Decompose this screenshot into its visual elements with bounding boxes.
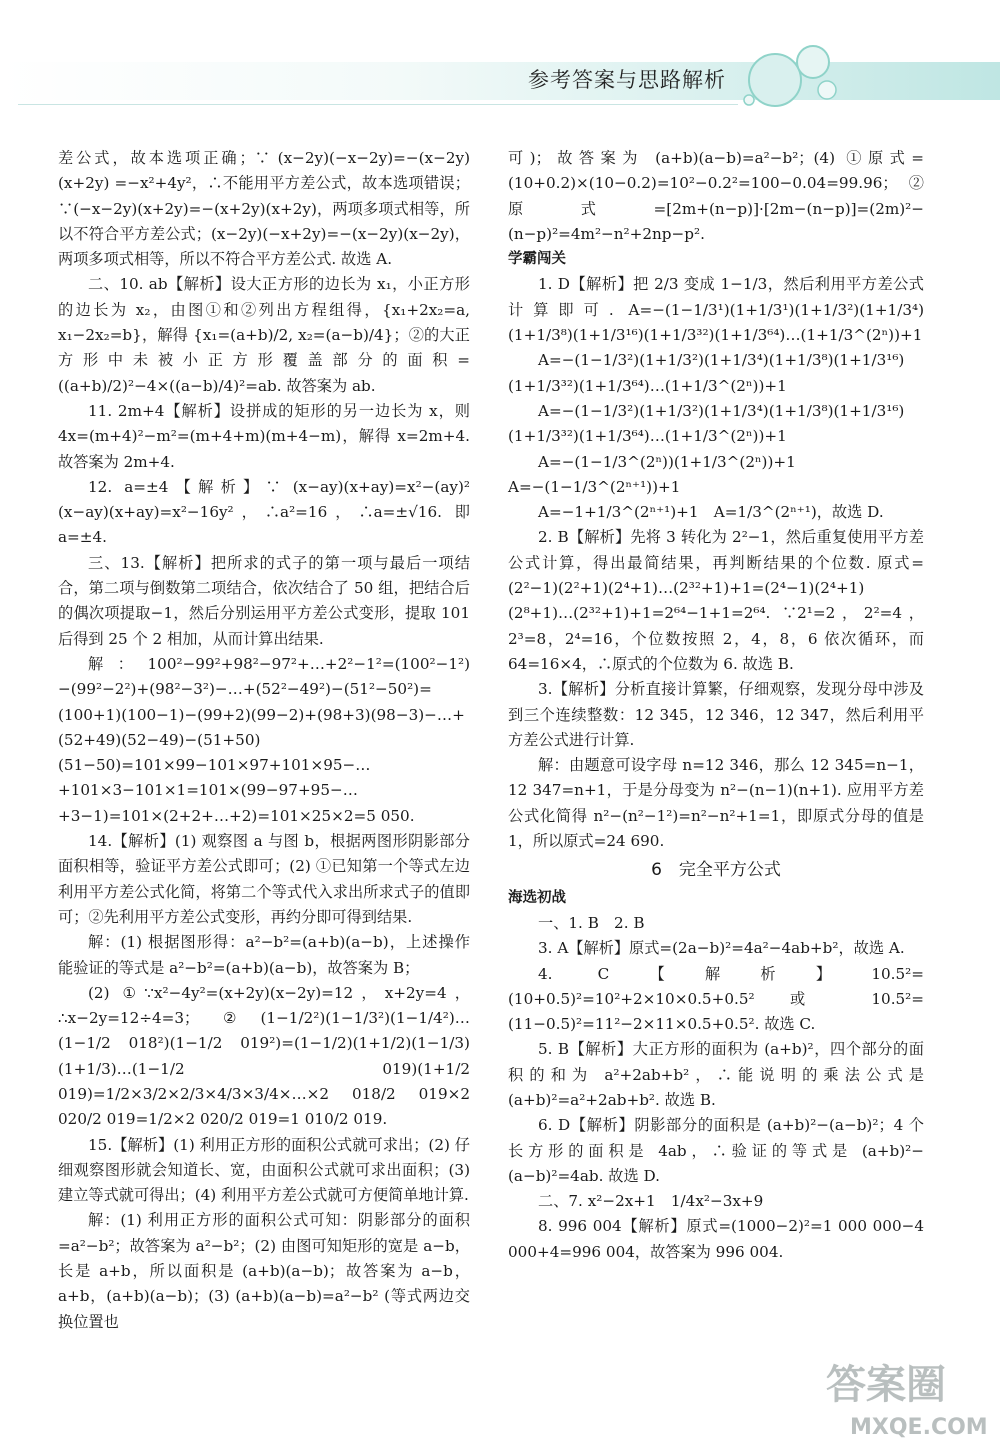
answer-paragraph: 差公式，故本选项正确；∵ (x−2y)(−x−2y)=−(x−2y)(x+2y) =−x²+4y²，∴不能用平方差公式，故本选项错误；∵(−x−2y)(x+2y)=−(x+2y)(x+2y)，两项多项式相等，所以不符合平方差公式；(x−2y)(−x+2y)=−(x−2y)(x−2y)，两项多项式相等，所以不符合平方差公式. 故选 A. xyxy=(58,149,470,269)
answer-paragraph: (2) ①∵x²−4y²=(x+2y)(x−2y)=12，x+2y=4，∴x−2y=12÷4=3；②(1−1/2²)(1−1/3²)(1−1/4²)…(1−1/2 018²)(1−1/2 019²)=(1−1/2)(1+1/2)(1−1/3)(1+1/3)…(1−1/2 019)(1+1/2 019)=1/2×3/2×2/3×4/3×3/4×…×2 018/2 019×2 020/2 019=1/2×2 020/2 019=1 010/2 019. xyxy=(58,983,470,1129)
answer-paragraph: 1. D【解析】把 2/3 变成 1−1/3，然后利用平方差公式计算即可. A=−(1−1/3¹)(1+1/3¹)(1+1/3²)(1+1/3⁴)(1+1/3⁸)(1+1/3¹⁶)(1+1/3³²)(1+1/3⁶⁴)…(1+1/3^(2ⁿ))+1 xyxy=(508,275,924,345)
chapter-title: 6 完全平方公式 xyxy=(651,860,781,881)
answer-paragraph: 3. A【解析】原式=(2a−b)²=4a²−4ab+b²，故选 A. xyxy=(538,939,905,958)
page-header-title: 参考答案与思路解析 xyxy=(528,68,726,92)
watermark-text: 答案圈 xyxy=(826,1362,946,1408)
answer-paragraph: 2. B【解析】先将 3 转化为 2²−1，然后重复使用平方差公式计算，得出最简结果，再判断结果的个位数. 原式=(2²−1)(2²+1)(2⁴+1)…(2³²+1)+1=(2⁴−1)(2⁴+1)(2⁸+1)…(2³²+1)+1=2⁶⁴−1+1=2⁶⁴. ∵2¹=2，2²=4，2³=8，2⁴=16，个位数按照 2，4，8，6 依次循环，而 64=16×4，∴原式的个位数为 6. 故选 B. xyxy=(508,528,924,673)
answer-paragraph: 4. C【解析】10.5²=(10+0.5)²=10²+2×10×0.5+0.5² 或 10.5²=(11−0.5)²=11²−2×11×0.5+0.5². 故选 C. xyxy=(508,964,924,1034)
answer-paragraph: 5. B【解析】大正方形的面积为 (a+b)²，四个部分的面积的和为 a²+2ab+b²，∴能说明的乘法公式是 (a+b)²=a²+2ab+b². 故选 B. xyxy=(508,1040,924,1109)
answer-paragraph: 解：(1) 利用正方形的面积公式可知：阴影部分的面积=a²−b²；故答案为 a²−b²；(2) 由图可知矩形的宽是 a−b，长是 a+b，所以面积是 (a+b)(a−b)；故答案为 a−b，a+b，(a+b)(a−b)；(3) (a+b)(a−b)=a²−b² (等式两边交换位置也 xyxy=(58,1211,470,1331)
answer-paragraph: 二、10. ab【解析】设大正方形的边长为 x₁，小正方形的边长为 x₂，由图①和②列出方程组得，{x₁+2x₂=a, x₁−2x₂=b}，解得 {x₁=(a+b)/2, x₂=(a−b)/4}；②的大正方形中未被小正方形覆盖部分的面积= ((a+b)/2)²−4×((a−b)/4)²=ab. 故答案为 ab. xyxy=(58,275,470,395)
answer-paragraph: 二、7. x²−2x+1 1/4x²−3x+9 xyxy=(538,1192,764,1211)
section-heading: 学霸闯关 xyxy=(508,251,566,268)
watermark-logo xyxy=(820,1352,990,1442)
answer-paragraph: A=−(1−1/3²)(1+1/3²)(1+1/3⁴)(1+1/3⁸)(1+1/3¹⁶)(1+1/3³²)(1+1/3⁶⁴)…(1+1/3^(2ⁿ))+1 xyxy=(508,351,905,395)
answer-paragraph: 解：(1) 根据图形得：a²−b²=(a+b)(a−b)，上述操作能验证的等式是 a²−b²=(a+b)(a−b)，故答案为 B； xyxy=(58,933,470,977)
answer-paragraph: 8. 996 004【解析】原式=(1000−2)²=1 000 000−4 000+4=996 004，故答案为 996 004. xyxy=(508,1217,924,1261)
answer-paragraph: A=−1+1/3^(2ⁿ⁺¹)+1 A=1/3^(2ⁿ⁺¹)，故选 D. xyxy=(538,503,884,522)
answer-paragraph: 可)；故答案为 (a+b)(a−b)=a²−b²；(4) ①原式=(10+0.2)×(10−0.2)=10²−0.2²=100−0.04=99.96；②原式=[2m+(n−p)]·[2m−(n−p)]=(2m)²−(n−p)²=4m²−n²+2np−p². xyxy=(508,149,924,243)
bubbles-decoration xyxy=(735,40,845,110)
right-column xyxy=(508,146,924,1265)
header-rule xyxy=(18,104,738,105)
header-band xyxy=(0,62,1000,100)
answer-paragraph: 解：100²−99²+98²−97²+…+2²−1²=(100²−1²)−(99²−2²)+(98²−3²)−…+(52²−49²)−(51²−50²)=(100+1)(100−1)−(99+2)(99−2)+(98+3)(98−3)−…+(52+49)(52−49)−(51+50)(51−50)=101×99−101×97+101×95−…+101×3−101×1=101×(99−97+95−…+3−1)=101×(2+2+…+2)=101×25×2=5 050. xyxy=(58,654,470,825)
answer-paragraph: 三、13.【解析】把所求的式子的第一项与最后一项结合，第二项与倒数第二项结合，依次结合了 50 组，把结合后的偶次项提取−1，然后分别运用平方差公式变形，提取 101 后得到 25 个 2 相加，从而计算出结果. xyxy=(58,553,470,648)
answer-paragraph: 解：由题意可设字母 n=12 346，那么 12 345=n−1，12 347=n+1，于是分母变为 n²−(n−1)(n+1). 应用平方差公式化简得 n²−(n²−1²)=n²−n²+1=1，即原式分母的值是 1，所以原式=24 690. xyxy=(508,756,924,851)
watermark-url: MXQE.COM xyxy=(850,1415,988,1440)
section-heading: 海选初战 xyxy=(508,889,566,906)
answer-paragraph: 一、1. B 2. B xyxy=(538,913,645,932)
answer-paragraph: 15.【解析】(1) 利用正方形的面积公式就可求出；(2) 仔细观察图形就会知道长、宽，由面积公式就可求出面积；(3) 建立等式就可得出；(4) 利用平方差公式就可方便简单地计算. xyxy=(58,1135,470,1205)
left-column xyxy=(58,146,470,1335)
answer-paragraph: 11. 2m+4【解析】设拼成的矩形的另一边长为 x，则 4x=(m+4)²−m²=(m+4+m)(m+4−m)，解得 x=2m+4. 故答案为 2m+4. xyxy=(58,401,470,471)
answer-paragraph: 14.【解析】(1) 观察图 a 与图 b，根据两图形阴影部分面积相等，验证平方差公式即可；(2) ①已知第一个等式左边利用平方差公式化简，将第二个等式代入求出所求式子的值即可；②先利用平方差公式变形，再约分即可得到结果. xyxy=(58,832,470,926)
answer-paragraph: 3.【解析】分析直接计算繁，仔细观察，发现分母中涉及到三个连续整数：12 345，12 346，12 347，然后利用平方差公式进行计算. xyxy=(508,680,924,749)
answer-paragraph: 12. a=±4【解析】∵ (x−ay)(x+ay)=x²−(ay)² (x−ay)(x+ay)=x²−16y²，∴a²=16，∴a=±√16. 即 a=±4. xyxy=(58,477,470,547)
answer-paragraph: A=−(1−1/3²)(1+1/3²)(1+1/3⁴)(1+1/3⁸)(1+1/3¹⁶)(1+1/3³²)(1+1/3⁶⁴)…(1+1/3^(2ⁿ))+1 xyxy=(508,401,905,446)
answer-paragraph: 6. D【解析】阴影部分的面积是 (a+b)²−(a−b)²；4 个长方形的面积是 4ab，∴验证的等式是 (a+b)²−(a−b)²=4ab. 故选 D. xyxy=(508,1116,924,1185)
answer-paragraph: A=−(1−1/3^(2ⁿ))(1+1/3^(2ⁿ))+1 A=−(1−1/3^(2ⁿ⁺¹))+1 xyxy=(508,452,811,496)
